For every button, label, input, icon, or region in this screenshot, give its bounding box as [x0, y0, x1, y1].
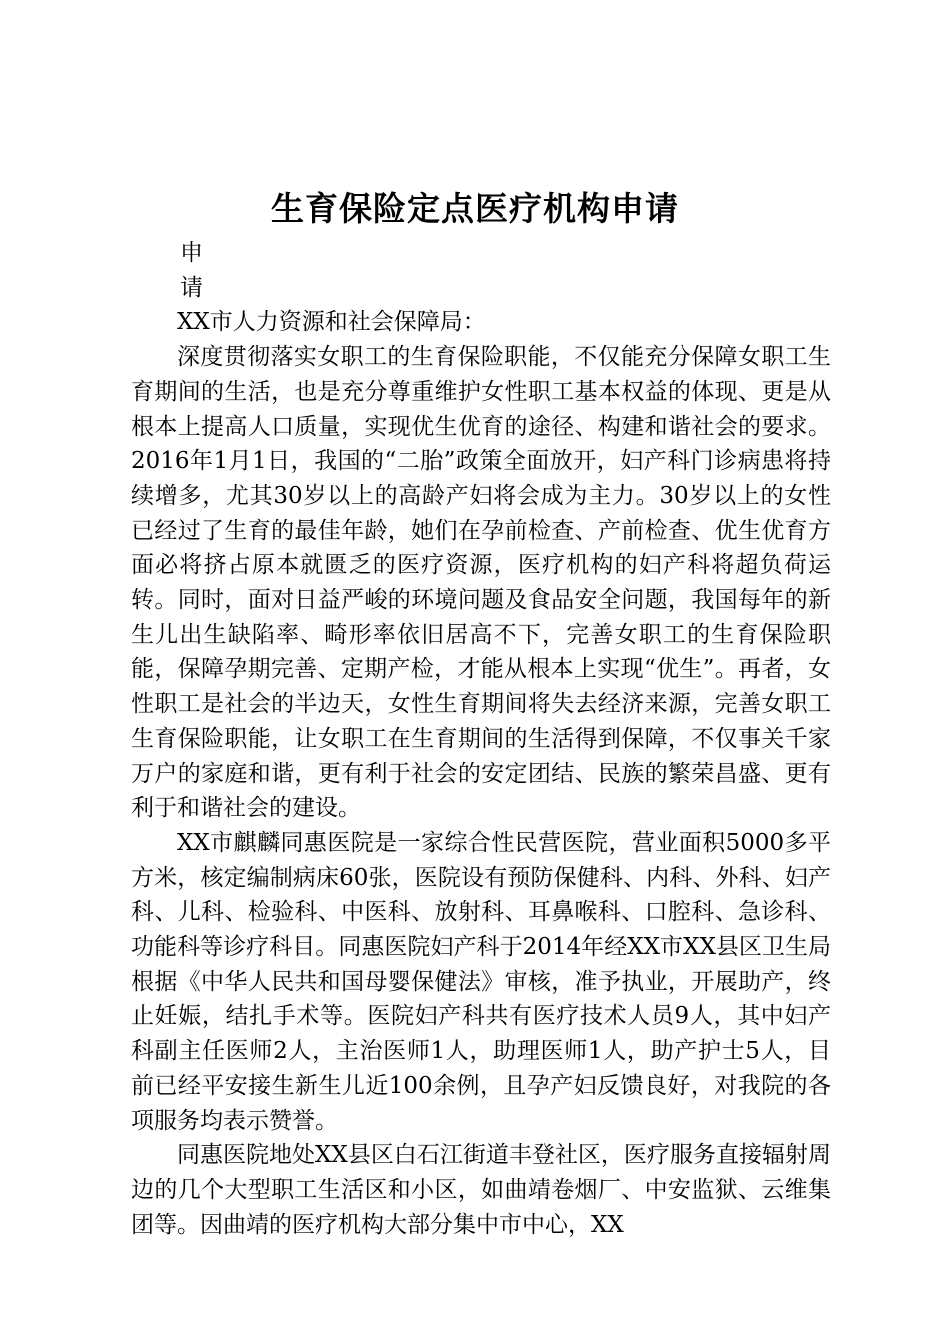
heading-line-2: 请 [180, 274, 203, 301]
addressee-line: XX市人力资源和社会保障局： [177, 309, 486, 336]
heading-line-1: 申 [180, 240, 203, 266]
paragraph-1: 深度贯彻落实女职工的生育保险职能，不仅能充分保障女职工生育期间的生活，也是充分尊重维护女性职工基本权益的体现、更是从根本上提高人口质量，实现优生优育的途径、构建和谐社会的要求。2016年1月1日，我国的“二胎”政策全面放开，妇产科门诊病患将持续增多，尤其30岁以上的高龄产妇将会成为主力。30岁以上的女性已经过了生育的最佳年龄，她们在孕前检查、产前检查、优生优育方面必将挤占原本就匮乏的医疗资源，医疗机构的妇产科将超负荷运转。同时，面对日益严峻的环境问题及食品安全问题，我国每年的新生儿出生缺陷率、畸形率依旧居高不下，完善女职工的生育保险职能，保障孕期完善、定期产检，才能从根本上实现“优生”。再者，女性职工是社会的半边天，女性生育期间将失去经济来源，完善女职工生育保险职能，让女职工在生育期间的生活得到保障，不仅事关千家万户的家庭和谐，更有利于社会的安定团结、民族的繁荣昌盛、更有利于和谐社会的建设。 [131, 344, 831, 822]
paragraph-2: XX市麒麟同惠医院是一家综合性民营医院，营业面积5000多平方米，核定编制病床60张，医院设有预防保健科、内科、外科、妇产科、儿科、检验科、中医科、放射科、耳鼻喉科、口腔科、急诊科、功能科等诊疗科目。同惠医院妇产科于2014年经XX市XX县区卫生局根据《中华人民共和国母婴保健法》审核，准予执业，开展助产，终止妊娠，结扎手术等。医院妇产科共有医疗技术人员9人，其中妇产科副主任医师2人，主治医师1人，助理医师1人，助产护士5人，目前已经平安接生新生儿近100余例，且孕产妇反馈良好，对我院的各项服务均表示赞誉。 [131, 829, 831, 1134]
document-body [131, 236, 831, 1242]
document-title: 生育保险定点医疗机构申请 [271, 189, 679, 228]
paragraph-3: 同惠医院地处XX县区白石江街道丰登社区，医疗服务直接辐射周边的几个大型职工生活区和小区，如曲靖卷烟厂、中安监狱、云维集团等。因曲靖的医疗机构大部分集中市中心，XX [131, 1142, 831, 1238]
